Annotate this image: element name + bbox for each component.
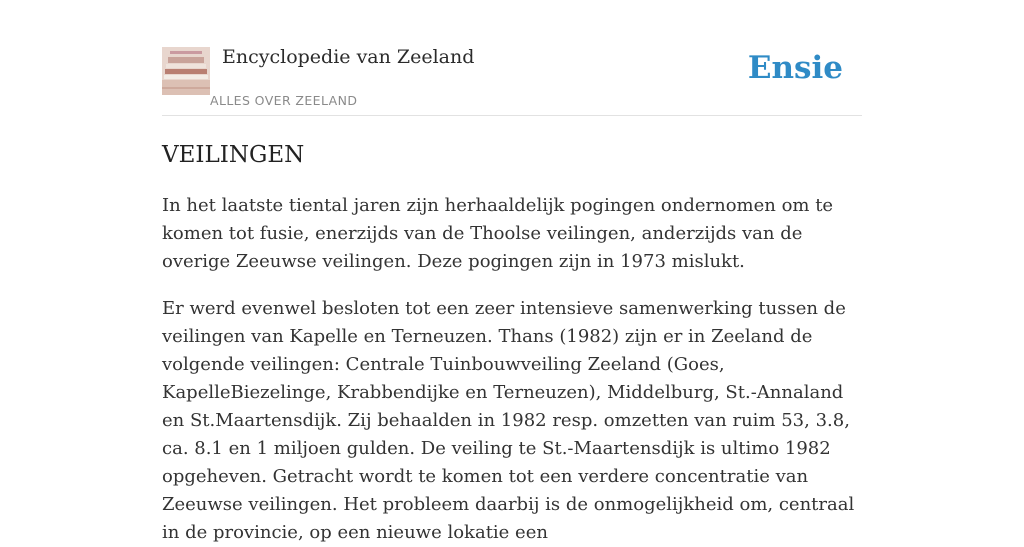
article	[162, 140, 864, 547]
ensie-logo[interactable]: Ensie	[747, 50, 843, 86]
site-header	[162, 40, 862, 116]
article-paragraph: Er werd evenwel besloten tot een zeer intensieve samenwerking tussen de veilingen van Kapelle en Terneuzen. Thans (1982) zijn er in Zeeland de volgende veilingen: Centrale Tuinbouwveiling Zeeland (Goes, KapelleBiezelinge, Krabbendijke en Terneuzen), Middelburg, St.-Annaland en St.Maartensdijk. Zij behaalden in 1982 resp. omzetten van ruim 53, 3.8, ca. 8.1 en 1 miljoen gulden. De veiling te St.-Maartensdijk is ultimo 1982 opgeheven. Getracht wordt te komen tot een verdere concentratie van Zeeuwse veilingen. Het probleem daarbij is de onmogelijkheid om, centraal in de provincie, op een nieuwe lokatie een	[162, 298, 855, 543]
article-paragraph: In het laatste tiental jaren zijn herhaaldelijk pogingen ondernomen om te komen tot fusie, enerzijds van de Thoolse veilingen, anderzijds van de overige Zeeuwse veilingen. Deze pogingen zijn in 1973 mislukt.	[162, 195, 834, 272]
site-subtitle: ALLES OVER ZEELAND	[210, 93, 358, 108]
encyclopedia-avatar[interactable]	[162, 47, 210, 95]
site-title[interactable]: Encyclopedie van Zeeland	[222, 46, 475, 68]
entry-title: VEILINGEN	[162, 142, 305, 168]
book-image-icon	[162, 47, 210, 95]
